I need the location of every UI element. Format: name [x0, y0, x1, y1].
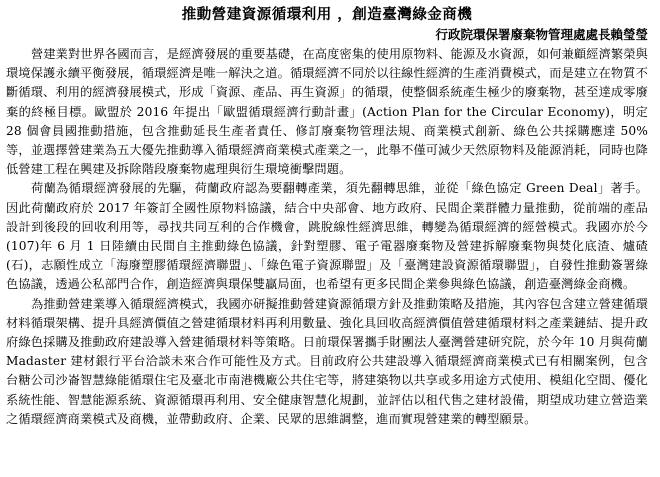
paragraph-2: 荷蘭為循環經濟發展的先驅，荷蘭政府認為要翻轉產業，須先翻轉思維，並從「綠色協定 Green Deal」著手。因此荷蘭政府於 2017 年簽訂全國性原物料協議，結合中央部會、地方政府、民間企業群體力量推動，從前端的產品設計到後段的回收利用等，尋找共同互利的合作機會，跳脫線性經濟思維，轉變為循環經濟的經營模式。我國亦於今(107)年 6 月 1 日陸續由民間自主推動綠色協議，針對塑膠、電子電器廢棄物及營建拆解廢棄物與焚化底渣、爐碴(石)，志願性成立「海廢塑膠循環經濟聯盟」、「綠色電子資源聯盟」及「臺灣建設資源循環聯盟」，自發性推動簽署綠色協議，透過公私部門合作，創造經濟與環保雙贏局面，也希望有更多民間企業參與綠色協議，創造臺灣綠金商機。: [6, 181, 648, 292]
article-byline: 行政院環保署廢棄物管理處處長賴瑩瑩: [435, 27, 648, 42]
article-title: 推動營建資源循環利用 ，創造臺灣綠金商機: [181, 6, 473, 23]
paragraph-1: 營建業對世界各國而言，是經濟發展的重要基礎，在高度密集的使用原物料、能源及水資源，如何兼顧經濟繁榮與環境保護永續平衡發展，循環經濟是唯一解決之道。循環經濟不同於以往線性經濟的生產消費模式，而是建立在物質不斷循環、利用的經濟發展模式，形成「資源、產品、再生資源」的循環，使整個系統產生極少的廢棄物，甚至達成零廢棄的終極目標。歐盟於 2016 年提出「歐盟循環經濟行動計畫」(Action Plan for the Circular Economy)，明定 28 個會員國推動措施，包含推動延長生產者責任、修訂廢棄物管理法規、商業模式創新、綠色公共採購應達 50%等，並選擇營建業為五大優先推動導入循環經濟商業模式產業之一，此舉不僅可減少天然原物料及能源消耗，同時也降低營建工程在興建及拆除階段廢棄物處理與衍生環境衝擊問題。: [6, 47, 648, 177]
paragraph-3: 為推動營建業導入循環經濟模式，我國亦研擬推動營建資源循環方針及推動策略及措施，其內容包含建立營建循環材料循環架構、提升具經濟價值之營建循環材料再利用數量、強化具回收高經濟價值營建循環材料之產業鏈結、提升政府綠色採購及推動政府建設導入營建循環材料等策略。日前環保署攜手財團法人臺灣營建研究院，於今年 10 月與荷蘭 Madaster 建材銀行平台洽談未來合作可能性及方式。目前政府公共建設導入循環經濟商業模式已有相關案例，包含台糖公司沙崙智慧綠能循環住宅及臺北市南港機廠公共住宅等，將建築物以共享或多用途方式使用、模組化空間、優化系統性能、智慧能源系統、資源循環再利用、安全健康智慧化規劃，並評估以租代售之建材設備，期望成功建立營造業之循環經濟商業模式及商機，並帶動政府、企業、民眾的思維調整，進而實現營建業的轉型願景。: [6, 296, 648, 426]
